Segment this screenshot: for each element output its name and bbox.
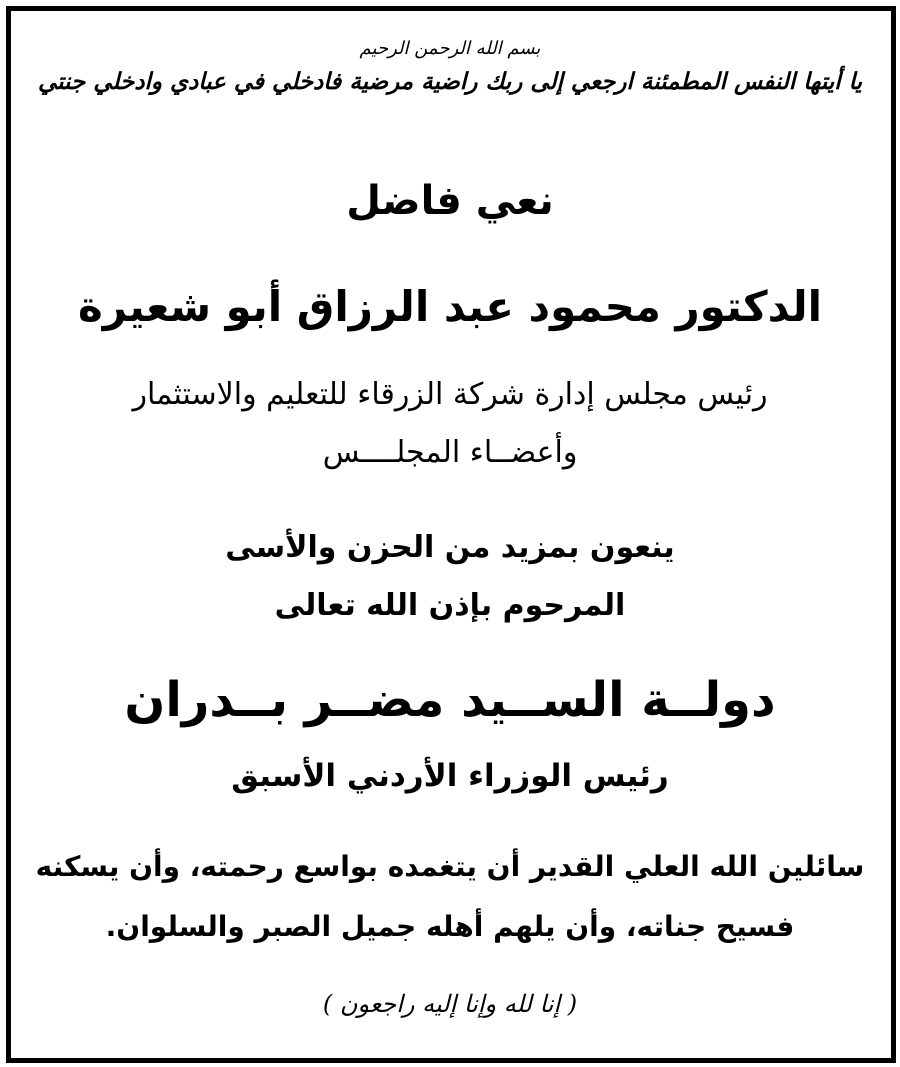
- closing-verse: ( إنا لله وإنا إليه راجعون ): [322, 990, 578, 1018]
- announcement-line2: المرحوم بإذن الله تعالى: [274, 588, 626, 623]
- prayer-line1: سائلين الله العلي القدير أن يتغمده بواسع رحمته، وأن يسكنه: [35, 850, 865, 883]
- mourner-name: الدكتور محمود عبد الرزاق أبو شعيرة: [77, 282, 823, 331]
- basmala: بسم الله الرحمن الرحيم: [359, 38, 541, 59]
- deceased-name: دولــة الســيد مضــر بــدران: [124, 672, 776, 728]
- announcement-line1: ينعون بمزيد من الحزن والأسى: [225, 530, 675, 565]
- quran-verse: يا أيتها النفس المطمئنة ارجعي إلى ربك راضية مرضية فادخلي في عبادي وادخلي جنتي: [37, 68, 863, 95]
- prayer-line2: فسيح جناته، وأن يلهم أهله جميل الصبر والسلوان.: [105, 910, 795, 943]
- mourner-position-line1: رئيس مجلس إدارة شركة الزرقاء للتعليم والاستثمار: [132, 377, 768, 412]
- deceased-title: رئيس الوزراء الأردني الأسبق: [231, 758, 669, 794]
- notice-heading: نعي فاضل: [346, 178, 554, 224]
- mourner-position-line2: وأعضــاء المجلــــس: [322, 435, 578, 470]
